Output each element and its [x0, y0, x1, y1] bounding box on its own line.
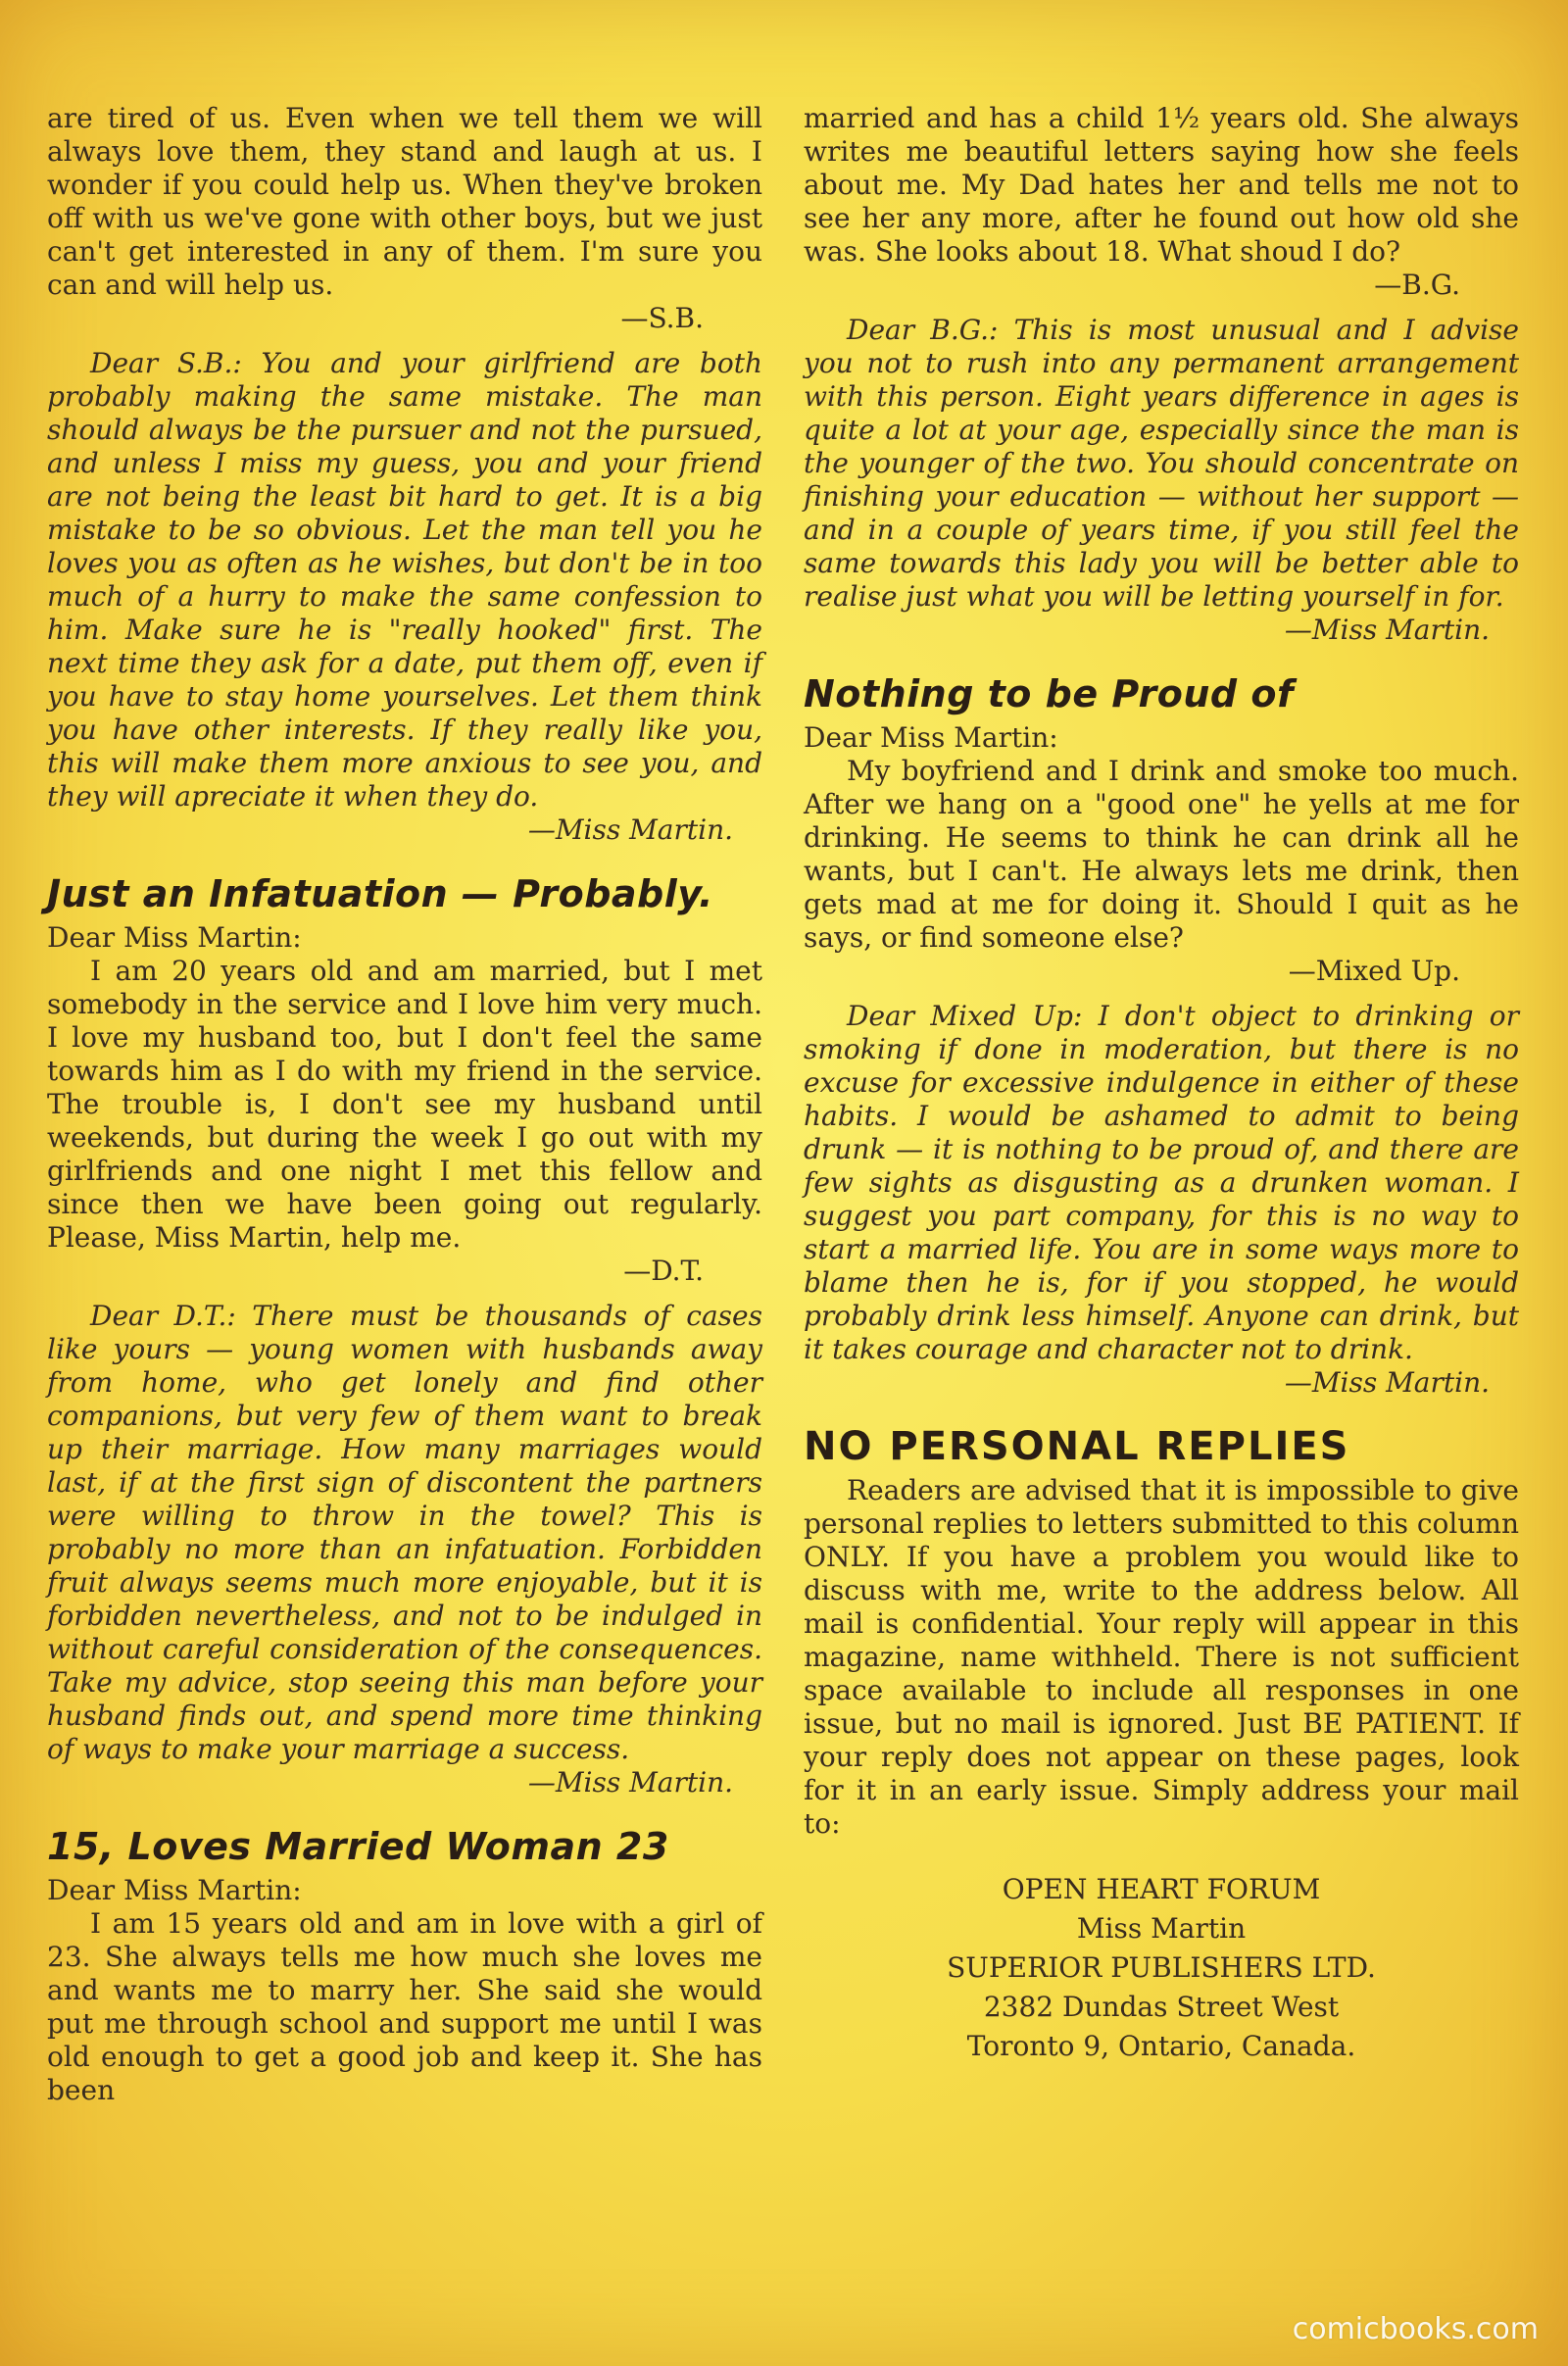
right-column — [804, 102, 1519, 2066]
heading-fifteen: 15, Loves Married Woman 23 — [47, 1825, 669, 1868]
mailing-address — [804, 1870, 1519, 2066]
dt-letter: I am 20 years old and am married, but I met somebody in the service and I love him very much. I love my husband too, but I don't feel the same towards him as I do with my friend in the service. The trouble is, I don't see my husband until weekends, but during the week I go out with my girlfriends and one night I met this fellow and since then we have been going out regularly. Please, Miss Martin, help me. — [47, 955, 762, 1254]
left-column — [47, 102, 762, 2107]
sb-response-signature: —Miss Martin. — [527, 813, 733, 846]
dt-salutation: Dear Miss Martin: — [47, 921, 302, 954]
heading-no-replies: NO PERSONAL REPLIES — [804, 1424, 1350, 1469]
mu-letter-block — [804, 755, 1519, 955]
address-line-name: Miss Martin — [1076, 1912, 1247, 1945]
address-line-city: Toronto 9, Ontario, Canada. — [966, 2030, 1356, 2062]
address-line-street: 2382 Dundas Street West — [983, 1991, 1340, 2023]
heading-proud: Nothing to be Proud of — [804, 672, 1294, 715]
sb-letter-continued: are tired of us. Even when we tell them we will always love them, they stand and laugh at us. I wonder if you could help us. When they've broken off with us we've gone with other boys, but we just can't get interested in any of them. I'm sure you can and will help us. — [47, 102, 762, 301]
bg-letter-block — [47, 1907, 762, 2107]
mu-signature: —Mixed Up. — [1288, 955, 1460, 987]
address-line-publisher: SUPERIOR PUBLISHERS LTD. — [947, 1951, 1376, 1984]
sb-signature: —S.B. — [620, 302, 704, 334]
bg-letter-continued: married and has a child 1½ years old. She always writes me beautiful letters saying how she feels about me. My Dad hates her and tells me not to see her any more, after he found out how old she was. She looks about 18. What shoud I do? — [804, 102, 1519, 268]
bg-response: Dear B.G.: This is most unusual and I advise you not to rush into any permanent arrangement with this person. Eight years difference in ages is quite a lot at your age, especially since the man is the younger of the two. You should concentrate on finishing your education — without her support — and in a couple of years time, if you still feel the same towards this lady you will be better able to realise just what you will be letting yourself in for. — [804, 314, 1519, 613]
bg-letter-start: I am 15 years old and am in love with a girl of 23. She always tells me how much she loves me and wants me to marry her. She said she would put me through school and support me until I was old enough to get a good job and keep it. She has been — [47, 1907, 762, 2106]
dt-response-signature: —Miss Martin. — [527, 1766, 733, 1799]
dt-response: Dear D.T.: There must be thousands of cases like yours — young women with husbands away from home, who get lonely and find other companions, but very few of them want to break up their marriage. How many marriages would last, if at the first sign of discontent the partners were willing to throw in the towel? This is probably no more than an infatuation. Forbidden fruit always seems much more enjoyable, but it is forbidden nevertheless, and not to be indulged in without careful consideration of the consequences. Take my advice, stop seeing this man before your husband finds out, and spend more time thinking of ways to make your marriage a success. — [47, 1300, 762, 1765]
address-line-forum: OPEN HEART FORUM — [1002, 1873, 1321, 1905]
mu-response-signature: —Miss Martin. — [1284, 1366, 1490, 1399]
dt-letter-block — [47, 955, 762, 1255]
heading-infatuation: Just an Infatuation — Probably. — [47, 872, 713, 915]
bg-signature: —B.G. — [1374, 269, 1460, 301]
watermark: comicbooks.com — [1292, 2312, 1539, 2346]
mu-salutation: Dear Miss Martin: — [804, 721, 1058, 754]
dt-signature: —D.T. — [623, 1255, 704, 1287]
mu-letter: My boyfriend and I drink and smoke too much. After we hang on a "good one" he yells at me for drinking. He seems to think he can drink all he wants, but I can't. He always lets me drink, then gets mad at me for doing it. Should I quit as he says, or find someone else? — [804, 755, 1519, 954]
bg-response-signature: —Miss Martin. — [1284, 614, 1490, 646]
mu-response: Dear Mixed Up: I don't object to drinking or smoking if done in moderation, but there is no excuse for excessive indulgence in either of these habits. I would be ashamed to admit to being drunk — it is nothing to be proud of, and there are few sights as disgusting as a drunken woman. I suggest you part company, for this is no way to start a married life. You are in some ways more to blame then he is, for if you stopped, he would probably drink less himself. Anyone can drink, but it takes courage and character not to drink. — [804, 1000, 1519, 1365]
notice-text: Readers are advised that it is impossible to give personal replies to letters submitted to this column ONLY. If you have a problem you would like to discuss with me, write to the address below. All mail is confidential. Your reply will appear in this magazine, name withheld. There is not sufficient space available to include all responses in one issue, but no mail is ignored. Just BE PATIENT. If your reply does not appear on these pages, look for it in an early issue. Simply address your mail to: — [804, 1474, 1519, 1840]
bg-salutation: Dear Miss Martin: — [47, 1874, 302, 1906]
sb-response: Dear S.B.: You and your girlfriend are both probably making the same mistake. The man should always be the pursuer and not the pursued, and unless I miss my guess, you and your friend are not being the least bit hard to get. It is a big mistake to be so obvious. Let the man tell you he loves you as often as he wishes, but don't be in too much of a hurry to make the same confession to him. Make sure he is "really hooked" first. The next time they ask for a date, put them off, even if you have to stay home yourselves. Let them think you have other interests. If they really like you, this will make them more anxious to see you, and they will apreciate it when they do. — [47, 347, 762, 813]
